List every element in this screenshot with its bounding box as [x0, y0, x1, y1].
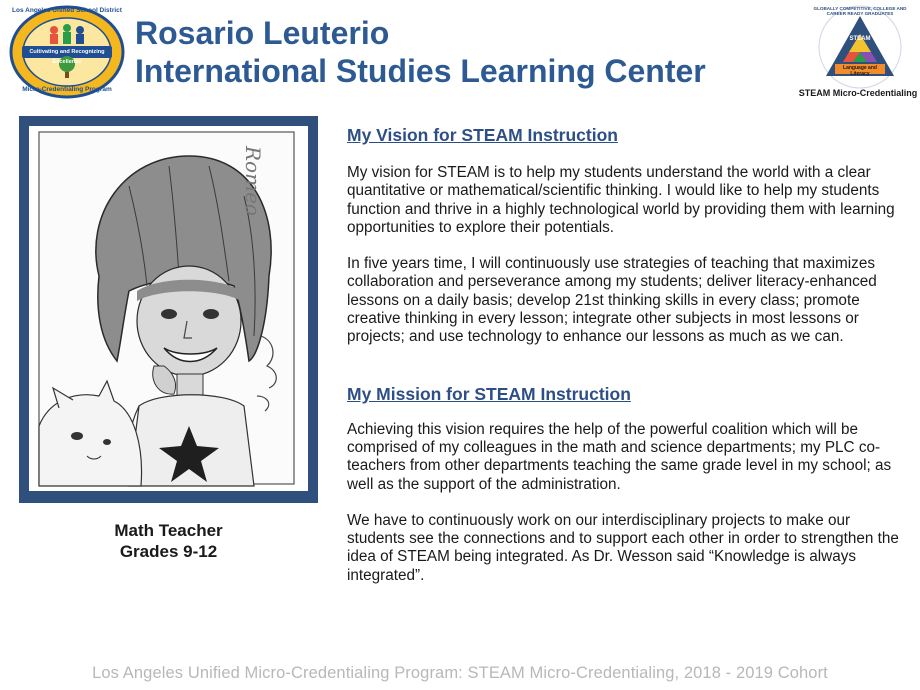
teacher-role-caption	[19, 520, 318, 562]
mission-paragraph-2: We have to continuously work on our interdisciplinary projects to make our students see the connections and to support each other in order to strengthen the idea of STEAM being integrated. As Dr. Wesson said “Knowledge is always integrated”.	[347, 511, 899, 584]
mission-paragraph-1: Achieving this vision requires the help of the powerful coalition which will be comprised of my colleagues in the math and science departments; my PLC co-teachers from other departments teaching the same grade level in my school; as well as the support of the administration.	[347, 420, 892, 493]
steam-seal-logo	[808, 4, 912, 90]
vision-paragraph-2: In five years time, I will continuously use strategies of teaching that maximizes collaboration and perseverance among my students; deliver literacy-enhanced lessons on a daily basis; develop 21st thinking skills in every class; promote creative thinking in every lesson; integrate other subjects in most lessons or projects; and use technology to enhance our lessons as much as we can.	[347, 255, 877, 346]
lausd-seal-logo	[8, 4, 126, 100]
teacher-role: Math Teacher	[114, 521, 223, 540]
vision-paragraph-1: My vision for STEAM is to help my students understand the world with a clear quantitative or mathematical/scientific thinking. I would like to help my students function and thrive in a highly technological world by providing them with learning opportunities to explore their potentials.	[347, 164, 895, 236]
teacher-portrait-frame	[19, 116, 318, 503]
school-name: International Studies Learning Center	[135, 53, 706, 89]
teacher-grades: Grades 9-12	[119, 542, 218, 561]
footer-program-credit: Los Angeles Unified Micro-Credentialing Program: STEAM Micro-Credentialing, 2018 - 2019 Cohort	[92, 664, 828, 682]
steam-ring-text: GLOBALLY COMPETITIVE, COLLEGE AND CAREER READY GRADUATES	[813, 6, 907, 16]
teacher-caricature-drawing	[29, 126, 308, 491]
steam-pyramid-top: STEAM	[849, 36, 871, 42]
steam-seal-caption: STEAM Micro-Credentialing	[798, 88, 918, 98]
teacher-name: Rosario Leuterio	[135, 15, 390, 51]
artist-signature: Romeo	[241, 146, 265, 216]
lausd-banner-text: Cultivating and Recognizing Excellence	[29, 49, 105, 65]
vision-heading: My Vision for STEAM Instruction	[347, 125, 618, 145]
steam-pyramid-base: Language and Literacy	[843, 65, 877, 77]
lausd-ring-text: Los Angeles Unified School District	[12, 7, 122, 14]
lausd-bottom-text: Micro-Credentialing Program	[22, 86, 112, 93]
page-title	[135, 14, 706, 90]
statement-content	[347, 124, 907, 585]
mission-heading: My Mission for STEAM Instruction	[347, 383, 631, 404]
